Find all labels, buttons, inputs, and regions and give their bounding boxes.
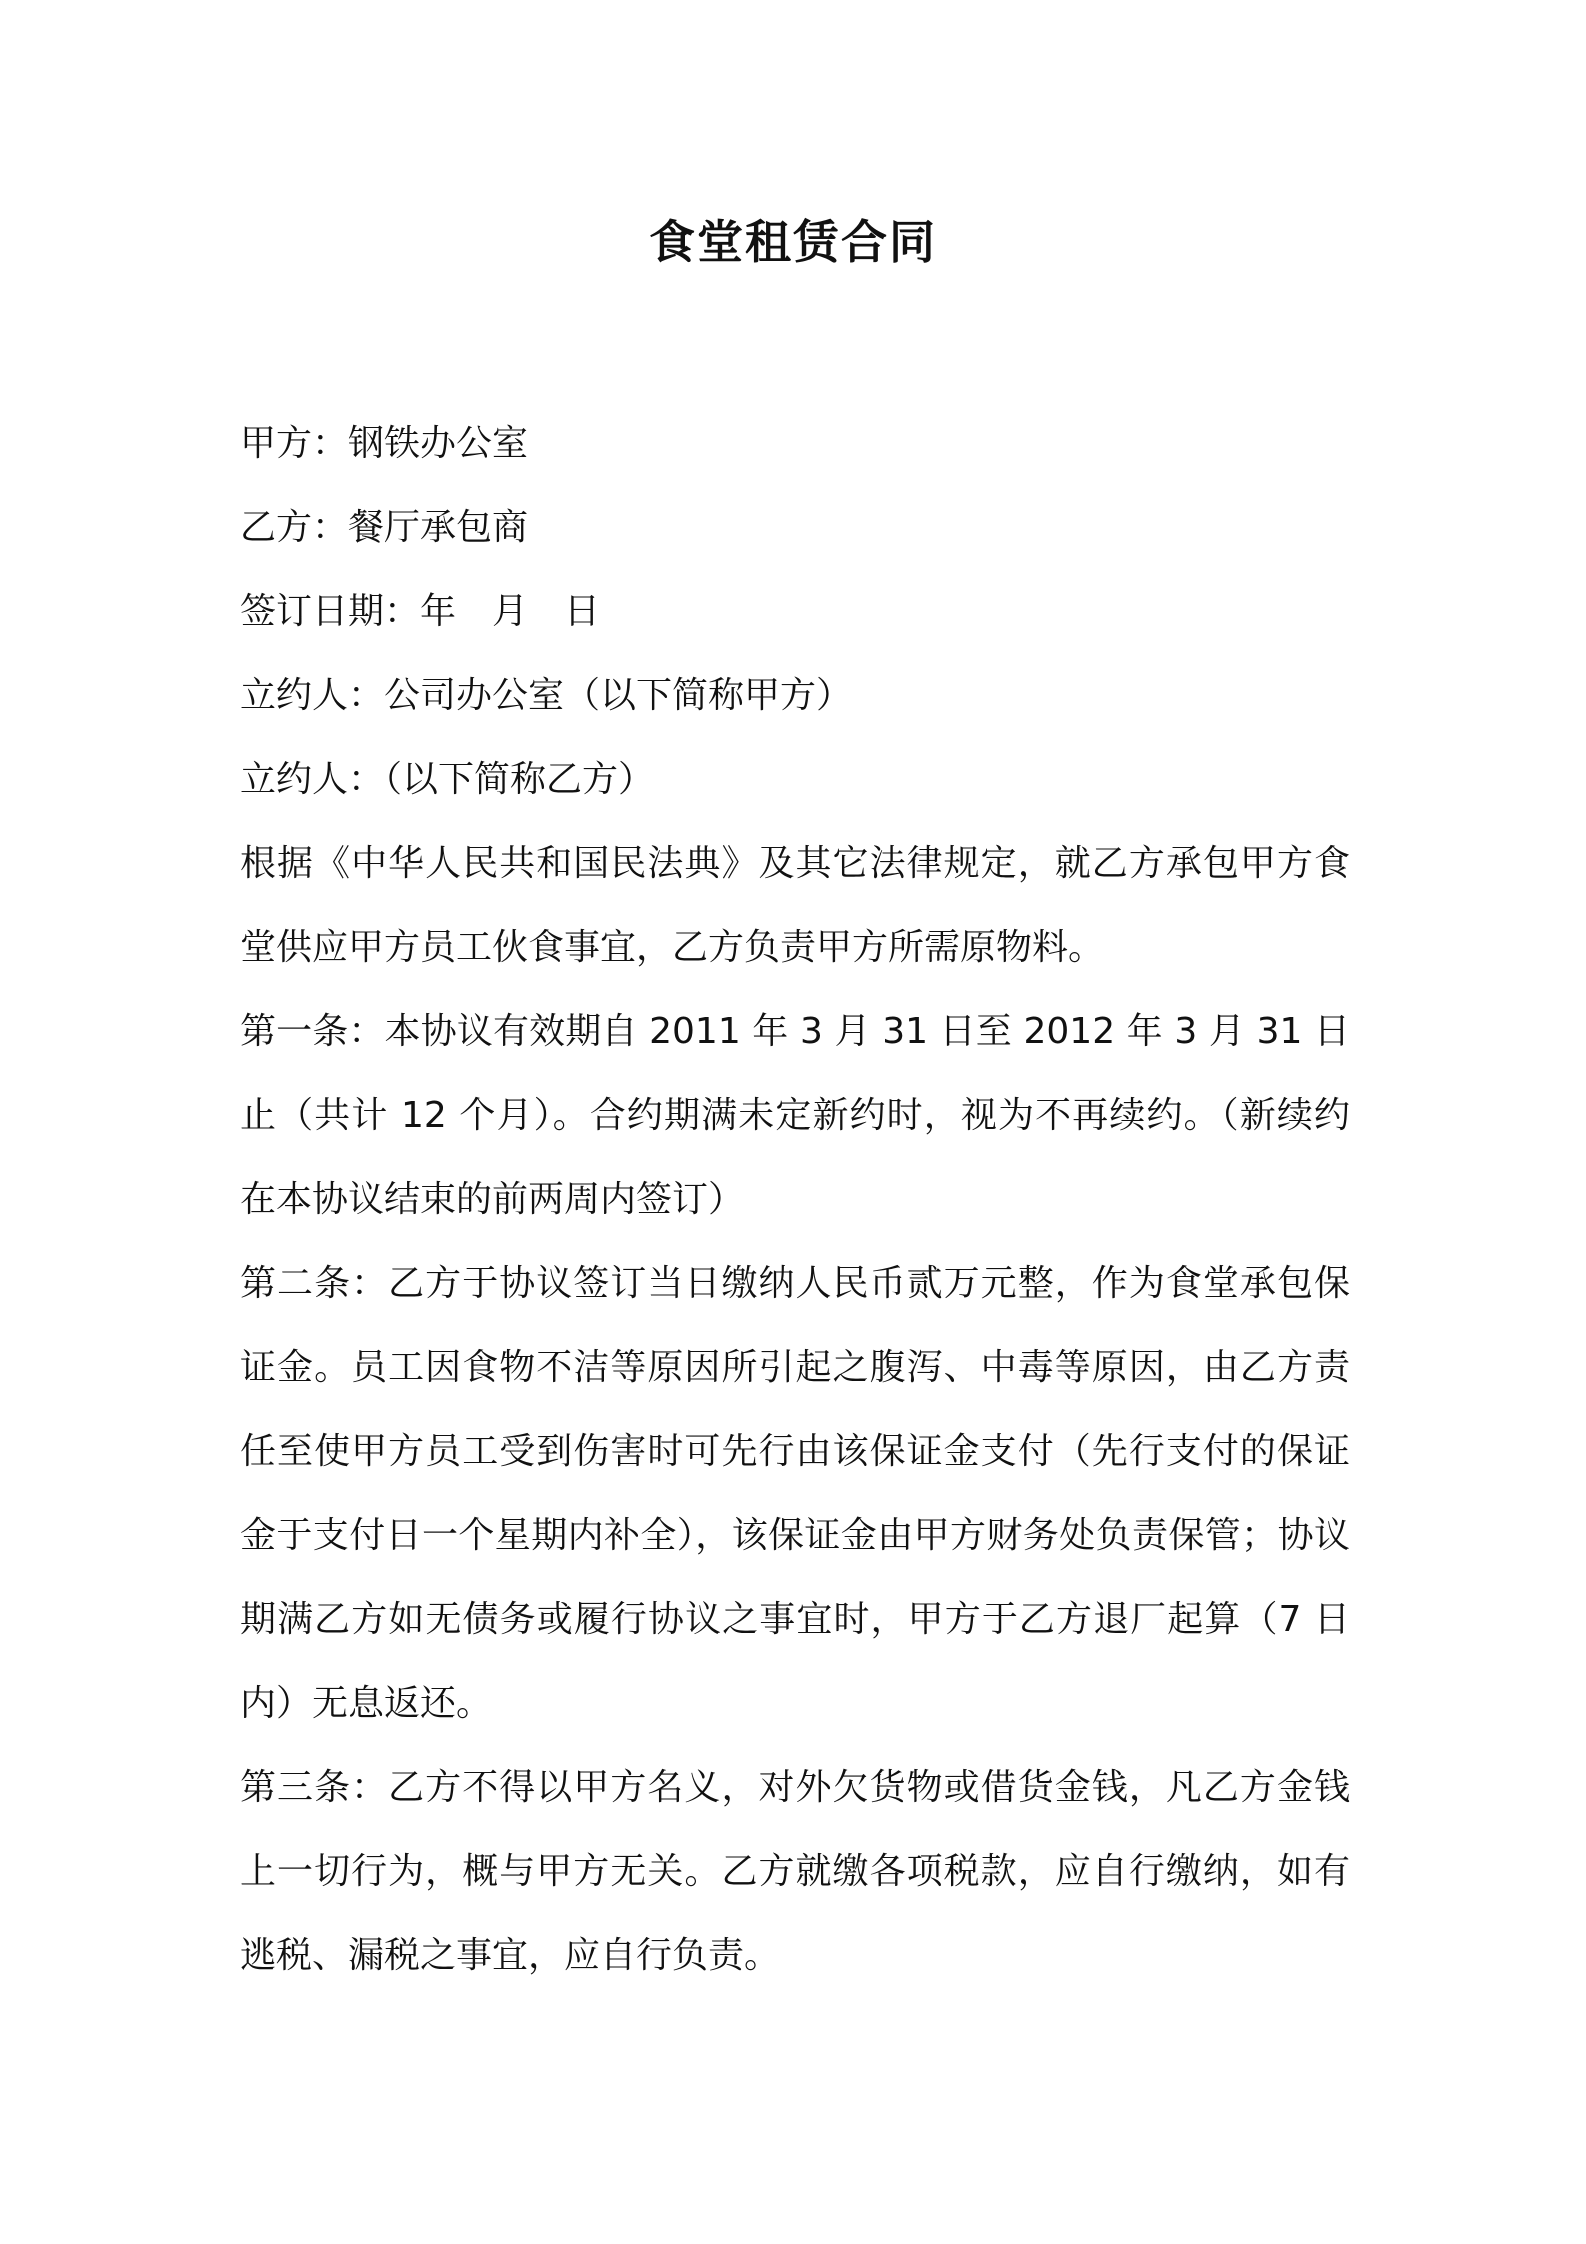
- document-title: 食堂租赁合同: [649, 215, 937, 269]
- party-b-line: 乙方：餐厅承包商: [240, 507, 529, 548]
- preamble-paragraph: 根据《中华人民共和国民法典》及其它法律规定，就乙方承包甲方食堂供应甲方员工伙食事宜，乙方负责甲方所需原物料。: [240, 843, 1350, 968]
- party-a-line: 甲方：钢铁办公室: [240, 423, 529, 464]
- sign-date-line: 签订日期：年 月 日: [240, 591, 601, 632]
- contractor-a-line: 立约人：公司办公室（以下简称甲方）: [240, 675, 853, 716]
- document-body: [240, 402, 1350, 1998]
- article-2-paragraph: 第二条：乙方于协议签订当日缴纳人民币贰万元整，作为食堂承包保证金。员工因食物不洁等原因所引起之腹泻、中毒等原因，由乙方责任至使甲方员工受到伤害时可先行由该保证金支付（先行支付的保证金于支付日一个星期内补全），该保证金由甲方财务处负责保管；协议期满乙方如无债务或履行协议之事宜时，甲方于乙方退厂起算（7 日内）无息返还。: [240, 1263, 1350, 1724]
- article-1-paragraph: 第一条：本协议有效期自 2011 年 3 月 31 日至 2012 年 3 月 31 日止（共计 12 个月）。合约期满未定新约时，视为不再续约。（新续约在本协议结束的前两周内签订）: [240, 1011, 1350, 1220]
- article-3-paragraph: 第三条：乙方不得以甲方名义，对外欠货物或借货金钱，凡乙方金钱上一切行为，概与甲方无关。乙方就缴各项税款，应自行缴纳，如有逃税、漏税之事宜，应自行负责。: [240, 1767, 1350, 1976]
- contractor-b-line: 立约人：（以下简称乙方）: [240, 759, 655, 800]
